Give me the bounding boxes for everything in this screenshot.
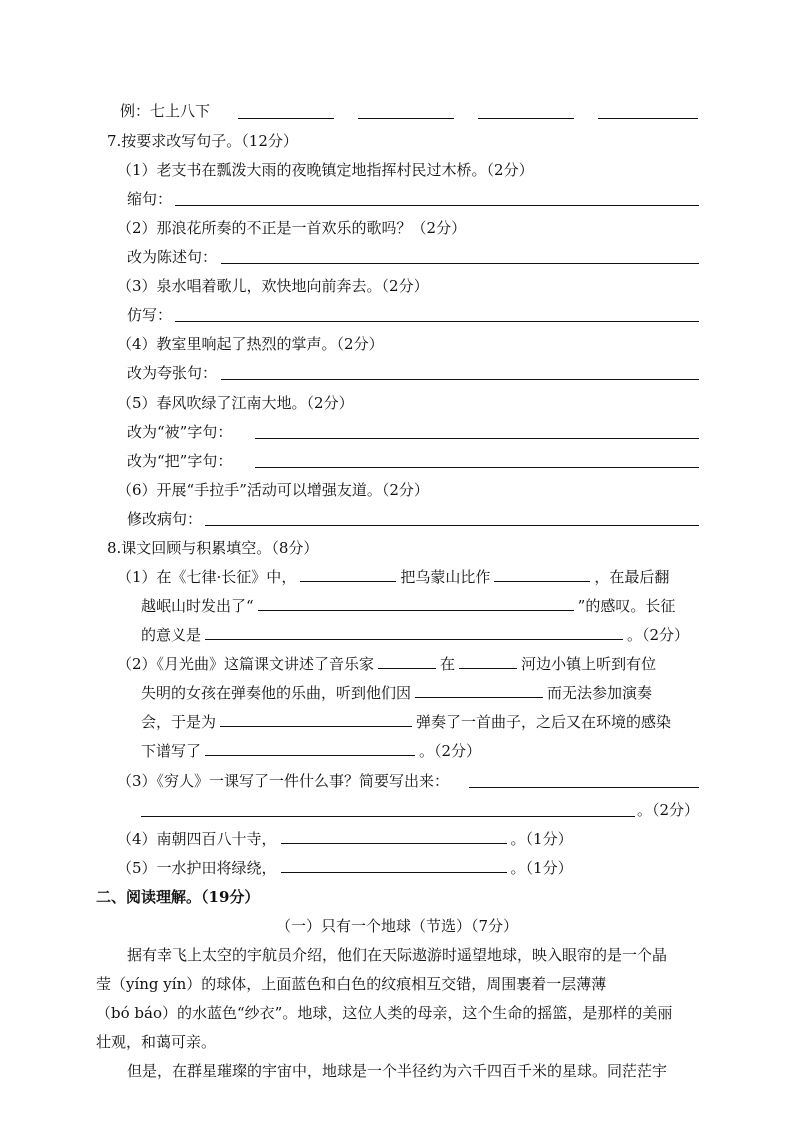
q8-p2-line4 xyxy=(141,741,481,761)
example-label: 例：七上八下 xyxy=(120,102,211,120)
q8-p3-answer-line-1[interactable] xyxy=(469,787,699,788)
passage-title: （一）只有一个地球（节选）（7分） xyxy=(275,917,519,935)
q8-p2-text-h: 下谱写了 xyxy=(141,742,202,760)
q7-item-4-prompt: （4）教室里响起了热烈的掌声。（2分） xyxy=(117,335,384,353)
q7-item-4-answer-line[interactable] xyxy=(221,379,699,380)
q8-p3-text-a: （3）《穷人》一课写了一件什么事？简要写出来： xyxy=(117,772,450,790)
q8-p5-line xyxy=(117,858,573,878)
q8-p2-blank-2[interactable] xyxy=(459,654,517,669)
answer-blank[interactable] xyxy=(598,118,698,119)
q7-item-1-prompt: （1）老支书在瓢泼大雨的夜晚镇定地指挥村民过木桥。（2分） xyxy=(117,161,534,179)
q8-p3-line1 xyxy=(117,771,449,791)
q8-p1-blank-2[interactable] xyxy=(494,567,590,582)
q8-p2-line1 xyxy=(117,654,656,674)
q8-p1-line3 xyxy=(141,625,689,645)
q8-p1-blank-4[interactable] xyxy=(205,625,623,640)
q7-item-5-passive-answer-line[interactable] xyxy=(255,438,699,439)
q7-item-3-answer-line[interactable] xyxy=(175,321,699,322)
q7-title: 7.按要求改写句子。（12分） xyxy=(107,132,298,150)
q8-p2-blank-4[interactable] xyxy=(220,712,412,727)
passage-line-3: （bó báo）的水蓝色“纱衣”。地球，这位人类的母亲，这个生命的摇篮，是那样的美丽 xyxy=(96,1004,673,1022)
q7-item-5-ba-answer-line[interactable] xyxy=(255,467,699,468)
q8-p2-text-i: 。（2分） xyxy=(419,742,482,760)
q8-p1-text-c: ，在最后翻 xyxy=(594,568,670,586)
passage-line-2: 莹（yíng yín）的球体，上面蓝色和白色的纹痕相互交错，周围裹着一层薄薄 xyxy=(96,975,607,993)
q8-p3-score: 。（2分） xyxy=(637,801,700,819)
q8-p1-line1 xyxy=(117,567,669,587)
q7-item-6-label: 修改病句： xyxy=(127,510,203,528)
q8-p1-text-a: （1）在《七律·长征》中， xyxy=(117,568,297,586)
q7-item-2-answer-line[interactable] xyxy=(221,263,699,264)
q8-p5-text-b: 。（1分） xyxy=(510,859,573,877)
q7-item-1-answer-line[interactable] xyxy=(175,205,699,206)
q8-p1-blank-3[interactable] xyxy=(258,596,574,611)
q8-p2-blank-3[interactable] xyxy=(415,683,543,698)
q8-p3-answer-line-2[interactable] xyxy=(141,816,635,817)
q7-item-2-label: 改为陈述句： xyxy=(127,248,218,266)
q8-p2-text-e: 而无法参加演奏 xyxy=(547,684,653,702)
q8-p5-blank[interactable] xyxy=(281,858,507,873)
q8-p2-text-d: 失明的女孩在弹奏他的乐曲，听到他们因 xyxy=(141,684,412,702)
q8-p2-text-c: 河边小镇上听到有位 xyxy=(521,655,657,673)
q8-p2-line2 xyxy=(141,683,652,703)
q8-p4-blank[interactable] xyxy=(281,829,507,844)
answer-blank[interactable] xyxy=(358,118,454,119)
passage-line-5: 但是，在群星璀璨的宇宙中，地球是一个半径约为六千四百千米的星球。同茫茫宇 xyxy=(127,1062,668,1080)
q8-p1-blank-1[interactable] xyxy=(300,567,396,582)
q8-p4-text-a: （4）南朝四百八十寺， xyxy=(117,830,277,848)
q8-p1-text-d: 越岷山时发出了“ xyxy=(141,597,254,615)
q8-title: 8.课文回顾与积累填空。（8分） xyxy=(107,539,319,557)
q7-item-4-label: 改为夸张句： xyxy=(127,364,218,382)
q7-item-2-prompt: （2）那浪花所奏的不正是一首欢乐的歌吗？（2分） xyxy=(117,219,467,237)
q7-item-6-prompt: （6）开展“手拉手”活动可以增强友道。（2分） xyxy=(117,481,429,499)
example-row xyxy=(120,101,210,121)
q7-item-5-prompt: （5）春风吹绿了江南大地。（2分） xyxy=(117,394,354,412)
q8-p2-text-g: 弹奏了一首曲子，之后又在环境的感染 xyxy=(416,713,672,731)
q8-p2-text-f: 会，于是为 xyxy=(141,713,217,731)
q8-p5-text-a: （5）一水护田将绿绕， xyxy=(117,859,277,877)
q7-item-6-answer-line[interactable] xyxy=(205,525,699,526)
q8-p2-text-b: 在 xyxy=(440,655,456,673)
q8-p4-text-b: 。（1分） xyxy=(510,830,573,848)
passage-line-4: 壮观，和蔼可亲。 xyxy=(96,1033,217,1051)
q8-p4-line xyxy=(117,829,573,849)
q7-item-3-label: 仿写： xyxy=(127,306,173,324)
answer-blank[interactable] xyxy=(478,118,574,119)
passage-line-1: 据有幸飞上太空的宇航员介绍，他们在天际遨游时遥望地球，映入眼帘的是一个晶 xyxy=(127,946,668,964)
q8-p2-line3 xyxy=(141,712,671,732)
q7-item-1-label: 缩句： xyxy=(127,190,173,208)
section2-title: 二、阅读理解。（19分） xyxy=(96,888,260,906)
q8-p1-text-b: 把乌蒙山比作 xyxy=(400,568,491,586)
q7-item-5-label-ba: 改为“把”字句： xyxy=(127,452,233,470)
q8-p2-blank-5[interactable] xyxy=(205,741,415,756)
q8-p2-text-a: （2）《月光曲》这篇课文讲述了音乐家 xyxy=(117,655,375,673)
answer-blank[interactable] xyxy=(238,118,334,119)
q8-p1-text-f: 的意义是 xyxy=(141,626,202,644)
q8-p1-line2 xyxy=(141,596,675,616)
q8-p2-blank-1[interactable] xyxy=(378,654,436,669)
q7-item-3-prompt: （3）泉水唱着歌儿，欢快地向前奔去。（2分） xyxy=(117,277,429,295)
q8-p1-text-e: ”的感叹。长征 xyxy=(577,597,676,615)
q8-p1-text-g: 。（2分） xyxy=(627,626,690,644)
q7-item-5-label-passive: 改为“被”字句： xyxy=(127,423,233,441)
